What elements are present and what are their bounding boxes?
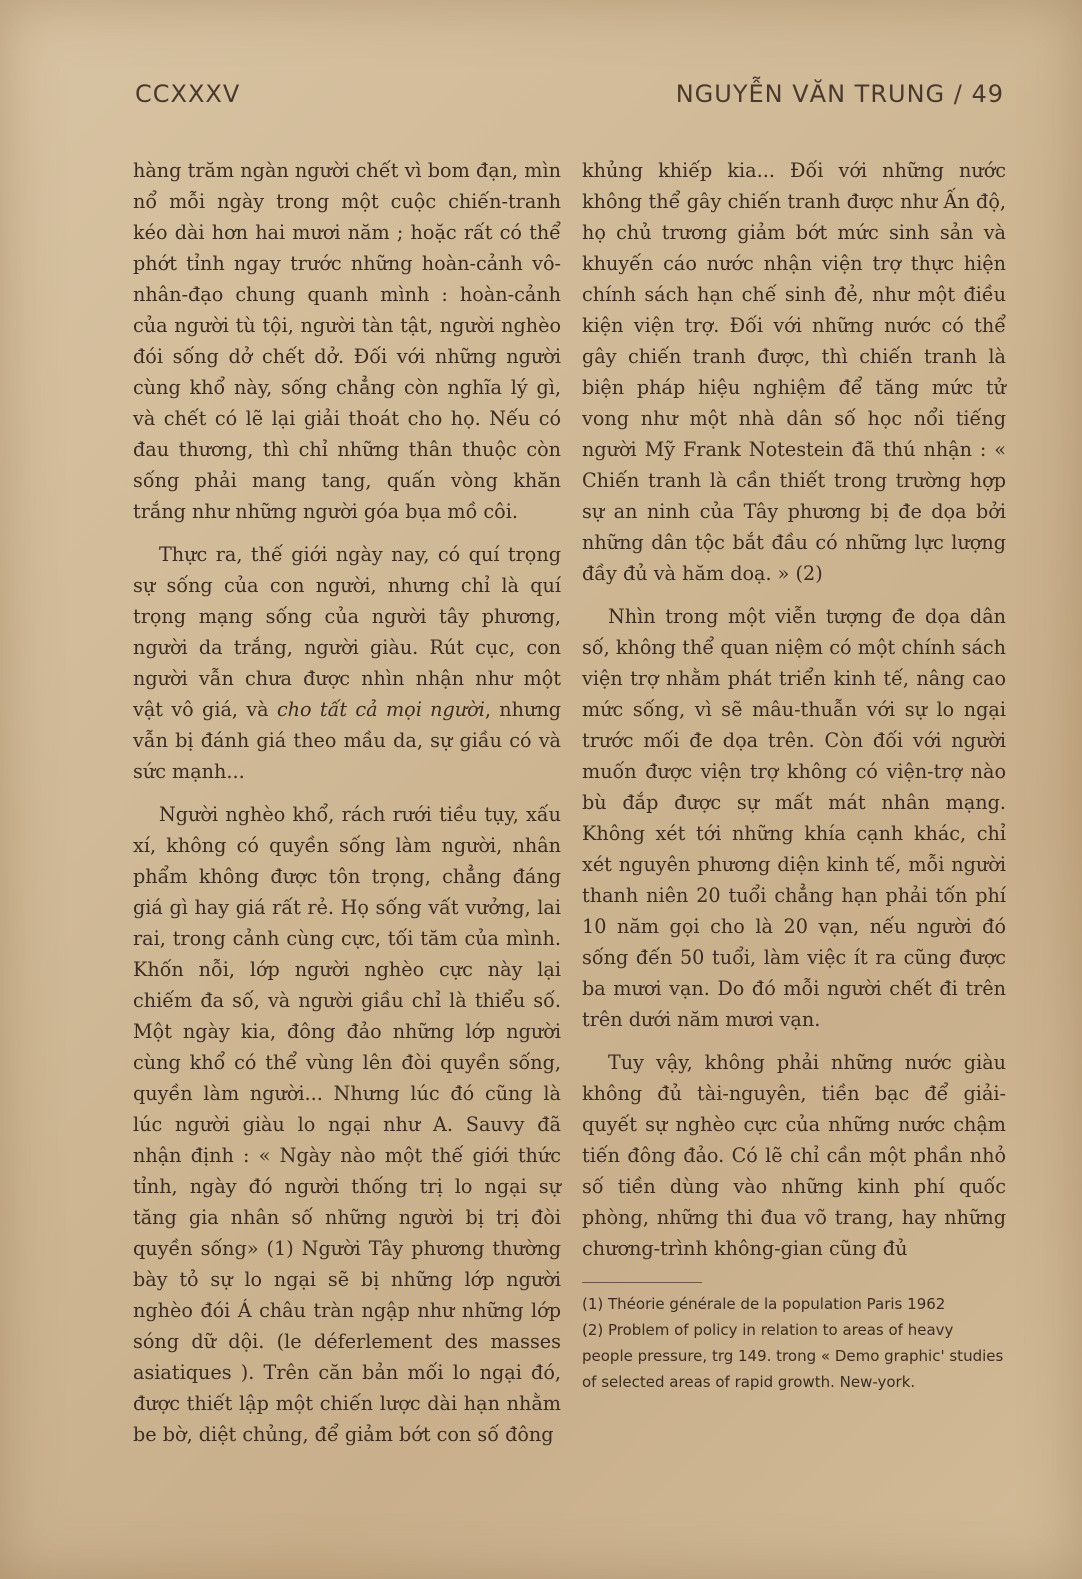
paragraph xyxy=(133,539,561,787)
emphasis-text: cho tất cả mọi người xyxy=(276,698,485,721)
paragraph-text: Thực ra, thế giới ngày nay, có quí trọng sự sống của con người, nhưng chỉ là quí trọng mạng sống của người tây phương, người da trắng, người giàu. Rút cục, con người vẫn chưa được nhìn nhận như một vật vô giá, và xyxy=(133,543,561,721)
running-header-author-page: NGUYỄN VĂN TRUNG / 49 xyxy=(675,80,1004,108)
footnote-1: (1) Théorie générale de la population Paris 1962 xyxy=(582,1295,946,1313)
footnote-2: (2) Problem of policy in relation to areas of heavy people pressure, trg 149. trong « Demo graphic' studies of selected areas of rapid growth. New-york. xyxy=(582,1321,1004,1391)
paragraph: Nhìn trong một viễn tượng đe dọa dân số, không thể quan niệm có một chính sách viện trợ nhằm phát triển kinh tế, nâng cao mức sống, vì sẽ mâu-thuẫn với sự lo ngại trước mối đe dọa trên. Còn đối với người muốn được viện trợ không có viện-trợ nào bù đắp được sự mất mát nhân mạng. Không xét tới những khía cạnh khác, chỉ xét nguyên phương diện kinh tế, mỗi người thanh niên 20 tuổi chẳng hạn phải tốn phí 10 năm gọi cho là 20 vạn, nếu người đó sống đến 50 tuổi, làm việc ít ra cũng được ba mươi vạn. Do đó mỗi người chết đi trên trên dưới năm mươi vạn. xyxy=(582,605,1006,1031)
paragraph: Người nghèo khổ, rách rưới tiều tụy, xấu xí, không có quyền sống làm người, nhân phẩm không được tôn trọng, chẳng đáng giá gì hay giá rất rẻ. Họ sống vất vưởng, lai rai, trong cảnh cùng cực, tối tăm của mình. Khốn nỗi, lớp người nghèo cực này lại chiếm đa số, và người giầu chỉ là thiểu số. Một ngày kia, đông đảo những lớp người cùng khổ có thể vùng lên đòi quyền sống, quyền làm người... Nhưng lúc đó cũng là lúc người giàu lo ngại như A. Sauvy đã nhận định : « Ngày nào một thế giới thức tỉnh, ngày đó người thống trị lo ngại sự tăng gia nhân số những người bị trị đòi quyền sống» (1) Người Tây phương thường bày tỏ sự lo ngại sẽ bị những lớp người nghèo đói Á châu tràn ngập như những lớp sóng dữ dội. (le déferlement des masses asiatiques ). Trên căn bản mối lo ngại đó, được thiết lập một chiến lược dài hạn nhằm be bờ, diệt chủng, để giảm bớt con số đông xyxy=(133,803,561,1446)
paragraph: Tuy vậy, không phải những nước giàu không đủ tài-nguyên, tiền bạc để giải-quyết sự nghèo cực của những nước chậm tiến đông đảo. Có lẽ chỉ cần một phần nhỏ số tiền dùng vào những kinh phí quốc phòng, những thi đua võ trang, hay những chương-trình không-gian cũng đủ xyxy=(582,1051,1006,1260)
left-column xyxy=(133,155,561,1450)
footnote-divider xyxy=(582,1282,702,1283)
paragraph-text: , nhưng vẫn bị đánh giá theo mầu da, sự giầu có và sức mạnh... xyxy=(133,698,561,783)
page-section-number: CCXXXV xyxy=(135,80,241,108)
paragraph: hàng trăm ngàn người chết vì bom đạn, mìn nổ mỗi ngày trong một cuộc chiến-tranh kéo dài hơn hai mươi năm ; hoặc rất có thể phớt tỉnh ngay trước những hoàn-cảnh vô-nhân-đạo chung quanh mình : hoàn-cảnh của người tù tội, người tàn tật, người nghèo đói sống dở chết dở. Đối với những người cùng khổ này, sống chẳng còn nghĩa lý gì, và chết có lẽ lại giải thoát cho họ. Nếu có đau thương, thì chỉ những thân thuộc còn sống phải mang tang, quấn vòng khăn trắng như những người góa bụa mồ côi. xyxy=(133,159,561,523)
right-column xyxy=(582,155,1006,1395)
paragraph: khủng khiếp kia... Đối với những nước không thể gây chiến tranh được như Ấn độ, họ chủ trương giảm bớt mức sinh sản và khuyến cáo nước nhận viện trợ thực hiện chính sách hạn chế sinh đẻ, như một điều kiện viện trợ. Đối với những nước có thể gây chiến tranh được, thì chiến tranh là biện pháp hiệu nghiệm để tăng mức tử vong như một nhà dân số học nổi tiếng người Mỹ Frank Notestein đã thú nhận : « Chiến tranh là cần thiết trong trường hợp sự an ninh của Tây phương bị đe dọa bởi những dân tộc bắt đầu có những lực lượng đầy đủ và hăm doạ. » (2) xyxy=(582,159,1006,585)
